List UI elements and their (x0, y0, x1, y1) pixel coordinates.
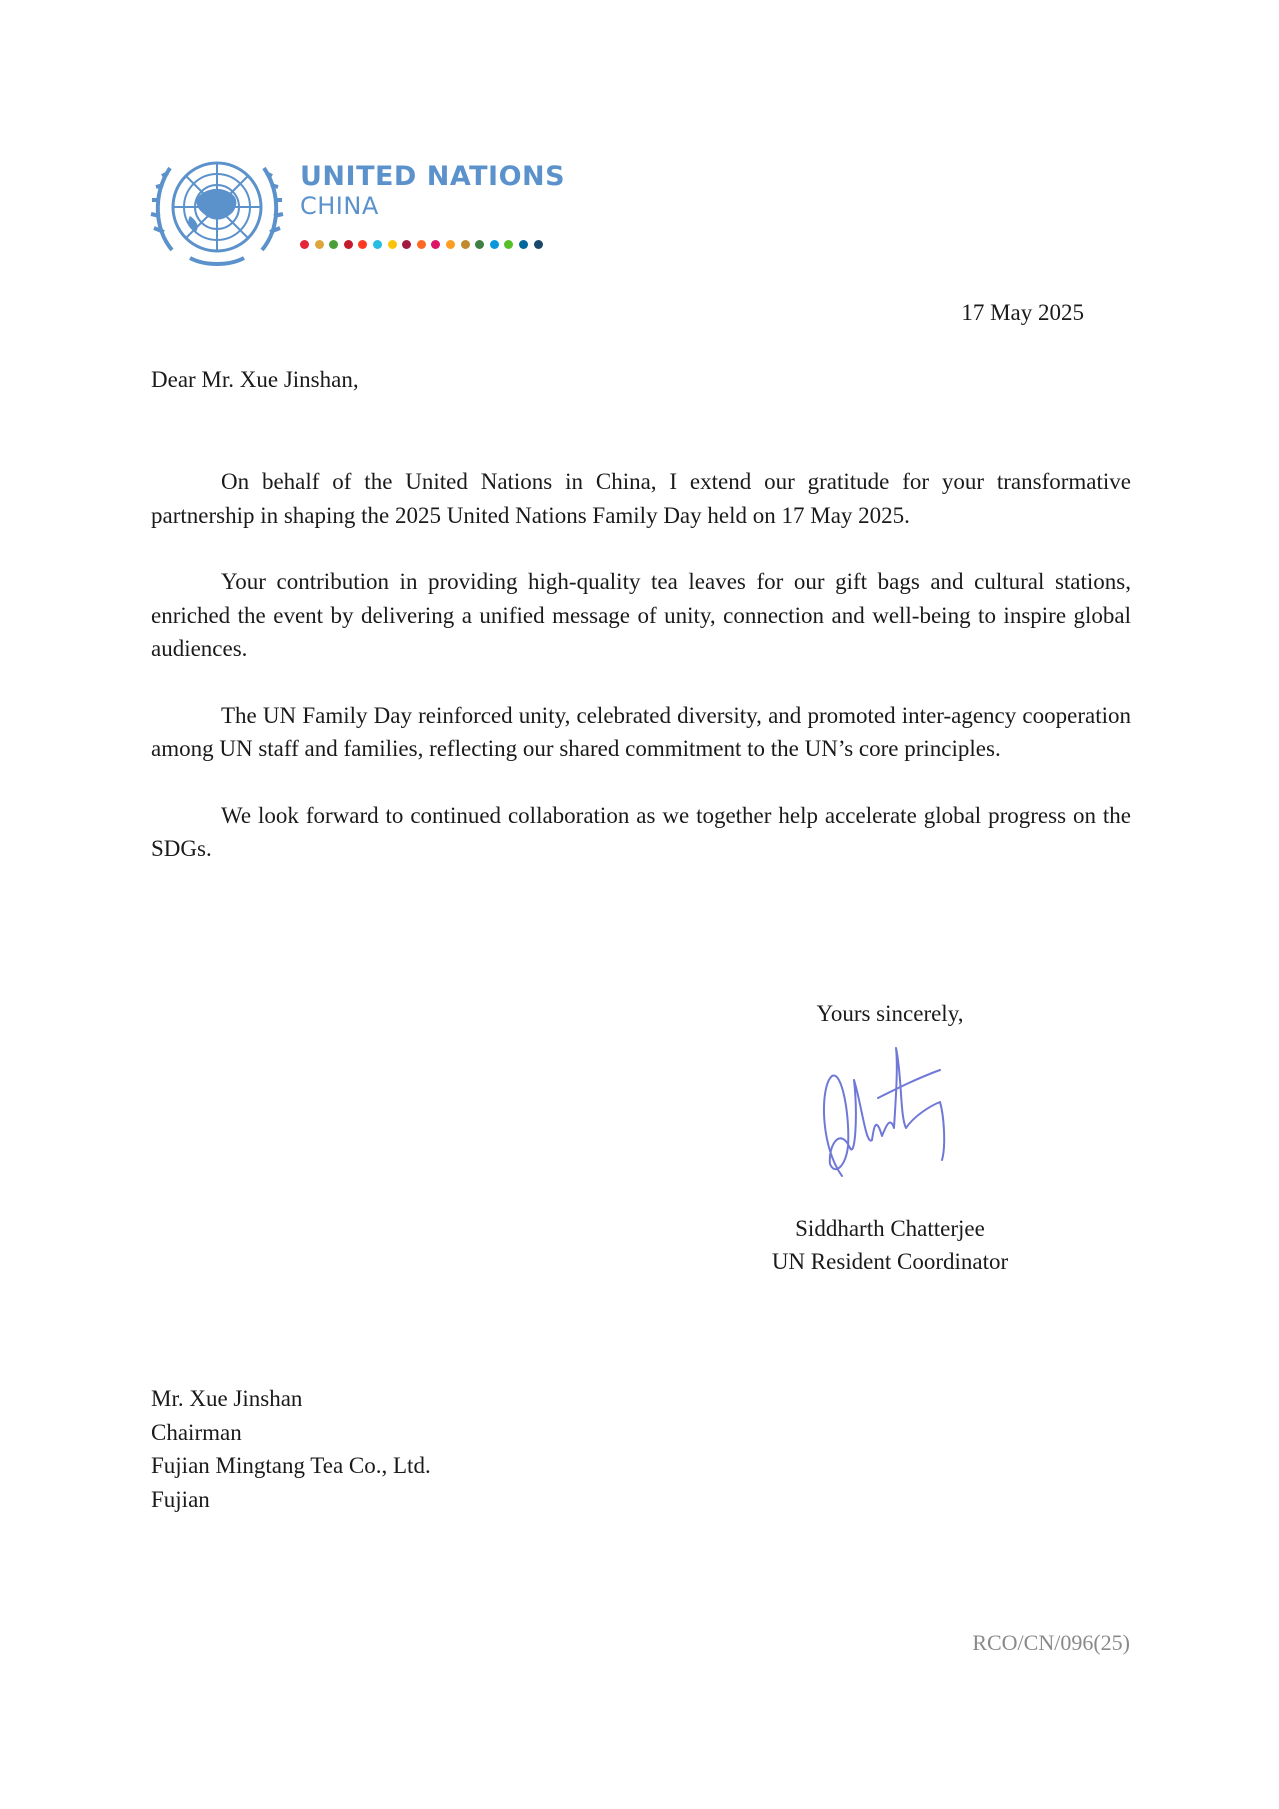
addressee-title: Chairman (151, 1419, 242, 1445)
addressee-location: Fujian (151, 1486, 210, 1512)
org-name: UNITED NATIONS (300, 161, 566, 192)
sdg-dot-16 (519, 240, 528, 249)
addressee-company: Fujian Mingtang Tea Co., Ltd. (151, 1453, 431, 1478)
sdg-dot-6 (373, 240, 382, 249)
body-paragraph: We look forward to continued collaboration as we together help accelerate global progress on the SDGs. (151, 802, 1131, 861)
closing-block (740, 997, 1040, 1278)
letter-date: 17 May 2025 (961, 300, 1084, 325)
addressee-name: Mr. Xue Jinshan (151, 1386, 303, 1411)
un-emblem-icon (150, 150, 284, 268)
org-subtitle: CHINA (300, 192, 379, 220)
sdg-dot-9 (417, 240, 426, 249)
letterhead-logo (150, 150, 565, 268)
sdg-dot-14 (490, 240, 499, 249)
addressee-block (151, 1382, 431, 1516)
sdg-dot-10 (431, 240, 440, 249)
sdg-dot-1 (300, 240, 309, 249)
sdg-dot-11 (446, 240, 455, 249)
salutation: Dear Mr. Xue Jinshan, (151, 367, 359, 392)
body-paragraph: Your contribution in providing high-quality tea leaves for our gift bags and cultural stations, enriched the event by delivering a unified message of unity, connection and well-being to inspire global audiences. (151, 569, 1131, 661)
valediction: Yours sincerely, (816, 1001, 964, 1026)
signature-icon (790, 1036, 990, 1206)
sdg-dot-17 (534, 240, 543, 249)
reference-number: RCO/CN/096(25) (972, 1630, 1130, 1655)
sdg-dot-3 (329, 240, 338, 249)
signatory-title: UN Resident Coordinator (771, 1249, 1009, 1274)
sdg-dot-12 (461, 240, 470, 249)
letter-body (151, 465, 1131, 899)
sdg-dot-13 (475, 240, 484, 249)
sdg-dot-4 (344, 240, 353, 249)
sdg-color-dots (300, 240, 565, 249)
signatory-name: Siddharth Chatterjee (795, 1216, 985, 1241)
sdg-dot-15 (504, 240, 513, 249)
sdg-dot-5 (358, 240, 367, 249)
body-paragraph: On behalf of the United Nations in China, I extend our gratitude for your transformative partnership in shaping the 2025 United Nations Family Day held on 17 May 2025. (151, 469, 1131, 528)
sdg-dot-8 (402, 240, 411, 249)
sdg-dot-7 (388, 240, 397, 249)
sdg-dot-2 (315, 240, 324, 249)
body-paragraph: The UN Family Day reinforced unity, celebrated diversity, and promoted inter-agency cooperation among UN staff and families, reflecting our shared commitment to the UN’s core principles. (151, 702, 1131, 761)
